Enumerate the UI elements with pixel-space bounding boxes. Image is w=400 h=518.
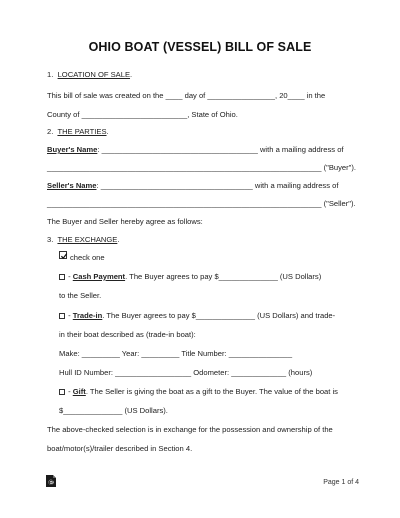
section-3-heading — [47, 236, 119, 244]
period: . — [106, 127, 109, 136]
gift-text: . The Seller is giving the boat as a gift to the Buyer. The value of the boat is — [85, 387, 338, 396]
trade-in-hull-odometer: Hull ID Number: __________________ Odometer: _____________ (hours) — [59, 368, 313, 377]
section-number: 3. — [47, 235, 54, 244]
section-number: 1. — [47, 70, 54, 79]
gift-value-line: $______________ (US Dollars). — [59, 406, 168, 415]
dash: - — [66, 387, 73, 396]
document-title: OHIO BOAT (VESSEL) BILL OF SALE — [88, 40, 312, 54]
cash-payment-option — [59, 273, 321, 281]
cash-payment-checkbox[interactable] — [59, 274, 65, 280]
section-title: LOCATION OF SALE — [57, 70, 131, 79]
check-one-checkbox[interactable] — [59, 251, 67, 259]
buyer-name-label: Buyer's Name — [47, 145, 98, 154]
seller-name-label: Seller's Name — [47, 181, 97, 190]
trade-in-line-2: in their boat described as (trade-in boat): — [59, 330, 196, 339]
trade-in-checkbox[interactable] — [59, 313, 65, 319]
dash: - — [66, 272, 73, 281]
trade-in-label: Trade-in — [72, 311, 103, 320]
sale-date-line: This bill of sale was created on the ____ day of ________________, 20____ in the — [47, 91, 326, 100]
eforms-logo-icon — [45, 474, 57, 488]
page-number: Page 1 of 4 — [323, 479, 359, 486]
section-number: 2. — [47, 127, 54, 136]
seller-address-line: _________________________________________________________________ ("Seller"). — [47, 199, 356, 208]
buyer-name-line — [47, 146, 344, 154]
buyer-address-line: _________________________________________________________________ ("Buyer"). — [47, 163, 357, 172]
cash-payment-line-2: to the Seller. — [59, 291, 102, 300]
closing-line-2: boat/motor(s)/trailer described in Section 4. — [47, 444, 193, 453]
period: . — [130, 70, 133, 79]
checkmark-icon — [60, 252, 68, 260]
check-one-label: check one — [70, 253, 105, 262]
period: . — [117, 235, 120, 244]
trade-in-make-year-title: Make: _________ Year: _________ Title Number: _______________ — [59, 349, 293, 358]
section-title: THE EXCHANGE — [57, 235, 118, 244]
dash: - — [66, 311, 73, 320]
county-line: County of _________________________, State of Ohio. — [47, 110, 238, 119]
trade-in-text: . The Buyer agrees to pay $______________ (US Dollars) and trade- — [102, 311, 336, 320]
closing-line-1: The above-checked selection is in exchange for the possession and ownership of the — [47, 425, 333, 434]
section-2-heading — [47, 128, 109, 136]
seller-name-line — [47, 182, 338, 190]
buyer-name-field: : _____________________________________ with a mailing address of — [97, 145, 344, 154]
cash-payment-label: Cash Payment — [72, 272, 126, 281]
section-1-heading — [47, 71, 132, 79]
gift-label: Gift — [72, 387, 86, 396]
agreement-text: The Buyer and Seller hereby agree as follows: — [47, 217, 203, 226]
gift-checkbox[interactable] — [59, 389, 65, 395]
trade-in-option — [59, 312, 335, 320]
gift-option — [59, 388, 338, 396]
section-title: THE PARTIES — [57, 127, 107, 136]
cash-payment-text: . The Buyer agrees to pay $______________ (US Dollars) — [125, 272, 322, 281]
seller-name-field: : ____________________________________ with a mailing address of — [96, 181, 339, 190]
